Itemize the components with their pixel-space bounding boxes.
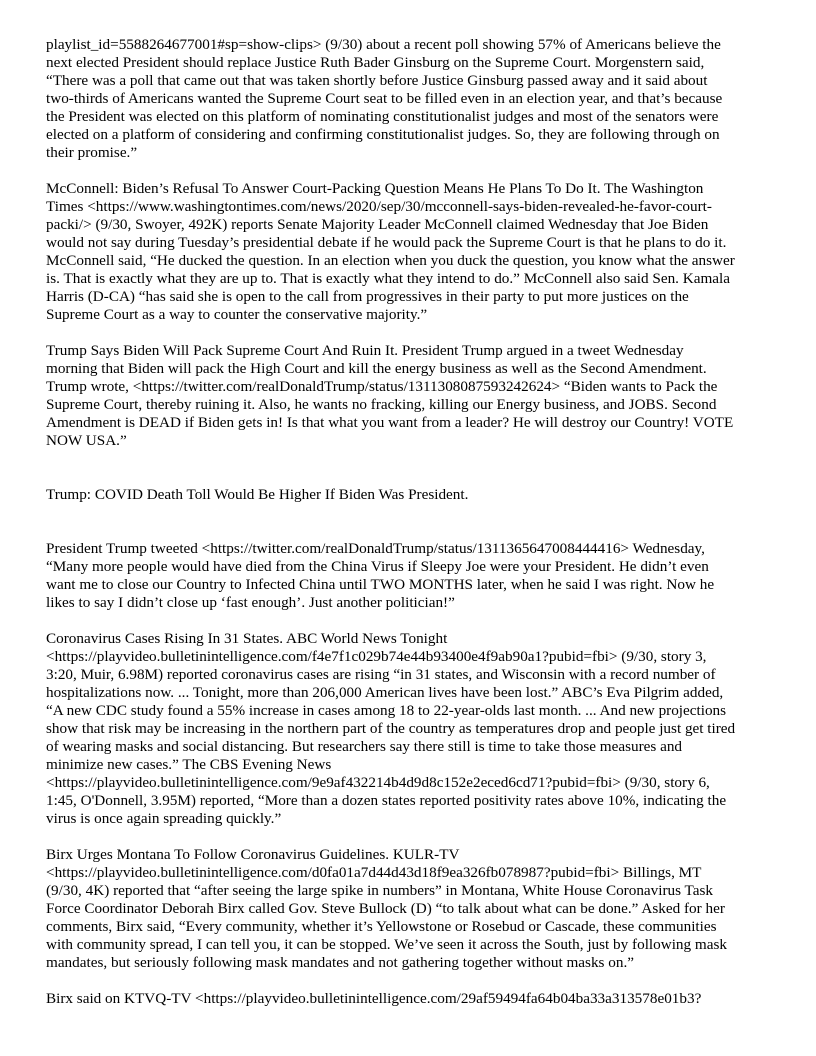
paragraph-trump-tweet-china-virus: President Trump tweeted <https://twitter.com/realDonaldTrump/status/1311365647008444416> Wednesday, “Many more people would have died from the China Virus if Sleepy Joe were your President. He didn’t even want me to close our Country to Infected China until TWO MONTHS later, when he said I was right. Now he likes to say I didn’t close up ‘fast enough’. Just another politician!” <box>46 540 715 611</box>
paragraph-mcconnell-court-packing: McConnell: Biden’s Refusal To Answer Court-Packing Question Means He Plans To Do It. The Washington Times <https://www.washingtontimes.com/news/2020/sep/30/mcconnell-says-biden-revealed-he-favor-court- packi/> (9/30, Swoyer, 492K) reports Senate Majority Leader McConnell claimed Wednesday that Joe Biden would not say during Tuesday’s presidential debate if he would pack the Supreme Court is that he plans to do it. McConnell said, “He ducked the question. In an election when you duck the question, you know what the answer is. That is exactly what they are up to. That is exactly what they intend to do.” McConnell also said Sen. Kamala Harris (D-CA) “has said she is open to the call from progressives in their party to put more justices on the Supreme Court as a way to counter the conservative majority.” <box>46 180 735 323</box>
paragraph-coronavirus-cases-rising: Coronavirus Cases Rising In 31 States. ABC World News Tonight <https://playvideo.bulletinintelligence.com/f4e7f1c029b74e44b93400e4f9ab90a1?pubid=fbi> (9/30, story 3, 3:20, Muir, 6.98M) reported coronavirus cases are rising “in 31 states, and Wisconsin with a record number of hospitalizations now. ... Tonight, more than 206,000 American lives have been lost.” ABC’s Eva Pilgrim added, “A new CDC study found a 55% increase in cases among 18 to 22-year-olds last month. ... And new projections show that risk may be increasing in the northern part of the country as temperatures drop and people just get tired of wearing masks and social distancing. But researchers say there still is time to take those measures and minimize new cases.” The CBS Evening News <https://playvideo.bulletinintelligence.com/9e9af432214b4d9d8c152e2eced6cd71?pubid=fbi> (9/30, story 6, 1:45, O'Donnell, 3.95M) reported, “More than a dozen states reported positivity rates above 10%, indicating the virus is once again spreading quickly.” <box>46 630 736 827</box>
paragraph-trump-pack-court: Trump Says Biden Will Pack Supreme Court And Ruin It. President Trump argued in a tweet Wednesday morning that Biden will pack the High Court and kill the energy business as well as the Second Amendment. Trump wrote, <https://twitter.com/realDonaldTrump/status/1311308087593242624> “Biden wants to Pack the Supreme Court, thereby ruining it. Also, he wants no fracking, killing our Energy business, and JOBS. Second Amendment is DEAD if Biden gets in! Is that what you want from a leader? He will destroy our Country! VOTE NOW USA.” <box>46 342 734 449</box>
paragraph-birx-ktvq: Birx said on KTVQ-TV <https://playvideo.bulletinintelligence.com/29af59494fa64b04ba33a313578e01b3? <box>46 990 702 1007</box>
paragraph-covid-death-toll-heading: Trump: COVID Death Toll Would Be Higher If Biden Was President. <box>46 486 469 503</box>
document-page <box>46 36 772 1008</box>
paragraph-birx-montana: Birx Urges Montana To Follow Coronavirus Guidelines. KULR-TV <https://playvideo.bulletinintelligence.com/d0fa01a7d44d43d18f9ea326fb078987?pubid=fbi> Billings, MT (9/30, 4K) reported that “after seeing the large spike in numbers” in Montana, White House Coronavirus Task Force Coordinator Deborah Birx called Gov. Steve Bullock (D) “to talk about what can be done.” Asked for her comments, Birx said, “Every community, whether it’s Yellowstone or Rosebud or Cascade, these communities with community spread, I can tell you, it can be stopped. We’ve seen it across the South, just by following mask mandates, but seriously following mask mandates and not gathering together without masks on.” <box>46 846 727 971</box>
paragraph-poll-morgenstern: playlist_id=5588264677001#sp=show-clips> (9/30) about a recent poll showing 57% of Americans believe the next elected President should replace Justice Ruth Bader Ginsburg on the Supreme Court. Morgenstern said, “There was a poll that came out that was taken shortly before Justice Ginsburg passed away and it said about two-thirds of Americans wanted the Supreme Court seat to be filled even in an election year, and that’s because the President was elected on this platform of nominating constitutionalist judges and most of the senators were elected on a platform of considering and confirming constitutionalist judges. So, they are following through on their promise.” <box>46 36 723 161</box>
